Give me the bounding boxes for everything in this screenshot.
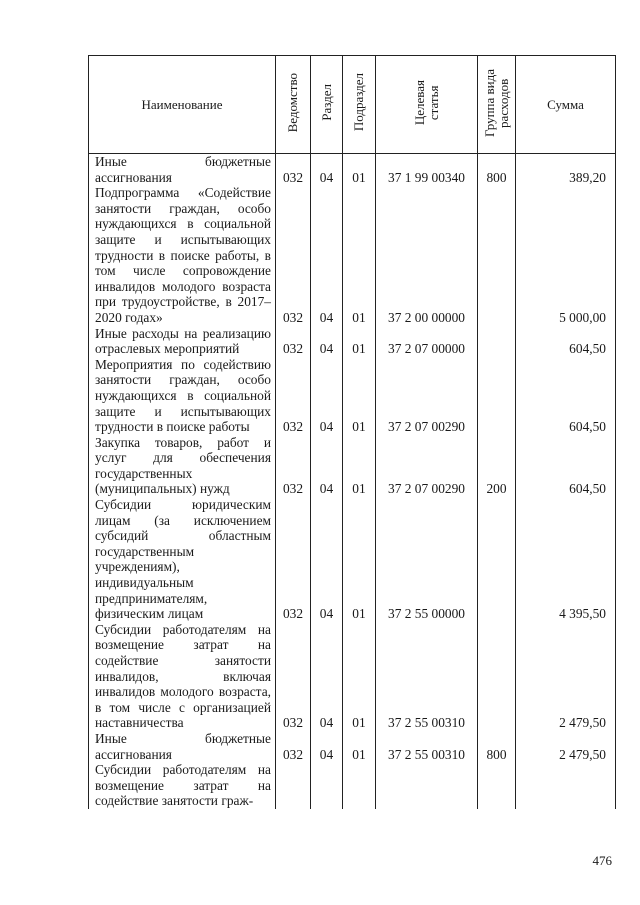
cell-gruppa	[478, 326, 516, 357]
cell-name: Иные бюджетные ассигнования	[89, 731, 276, 762]
cell-vedomstvo	[276, 762, 311, 809]
table-row	[89, 497, 616, 622]
header-razdel: Раздел	[311, 56, 343, 154]
cell-razdel	[311, 762, 343, 809]
cell-summa: 604,50	[516, 357, 616, 435]
table-row	[89, 762, 616, 809]
cell-celevaya	[376, 762, 478, 809]
cell-gruppa	[478, 185, 516, 325]
cell-gruppa: 800	[478, 731, 516, 762]
cell-vedomstvo: 032	[276, 731, 311, 762]
cell-razdel: 04	[311, 731, 343, 762]
table-body	[89, 154, 616, 809]
header-summa: Сумма	[516, 56, 616, 154]
page-number: 476	[592, 853, 612, 868]
table-row	[89, 326, 616, 357]
table-row	[89, 154, 616, 186]
table-row	[89, 185, 616, 325]
table-row	[89, 435, 616, 497]
cell-celevaya: 37 2 07 00000	[376, 326, 478, 357]
cell-podrazdel: 01	[343, 154, 376, 186]
header-vedomstvo: Ведомство	[276, 56, 311, 154]
cell-podrazdel: 01	[343, 357, 376, 435]
table-row	[89, 357, 616, 435]
cell-name: Иные бюджетные ассигнования	[89, 154, 276, 186]
cell-podrazdel: 01	[343, 497, 376, 622]
cell-podrazdel: 01	[343, 326, 376, 357]
cell-name: Субсидии работодателям на возмещение затрат на содействие занятости граж-	[89, 762, 276, 809]
cell-razdel: 04	[311, 326, 343, 357]
header-gruppa: Группа вида расходов	[478, 56, 516, 154]
cell-celevaya: 37 2 55 00310	[376, 731, 478, 762]
cell-gruppa	[478, 497, 516, 622]
table-row	[89, 622, 616, 731]
cell-summa	[516, 762, 616, 809]
cell-summa: 5 000,00	[516, 185, 616, 325]
cell-name: Иные расходы на реализацию отраслевых мероприятий	[89, 326, 276, 357]
cell-gruppa	[478, 357, 516, 435]
cell-razdel: 04	[311, 497, 343, 622]
cell-podrazdel: 01	[343, 185, 376, 325]
cell-razdel: 04	[311, 435, 343, 497]
cell-podrazdel: 01	[343, 435, 376, 497]
cell-name: Субсидии работодателям на возмещение затрат на содействие занятости инвалидов, включая инвалидов молодого возраста, в том числе с организацией наставничества	[89, 622, 276, 731]
cell-vedomstvo: 032	[276, 622, 311, 731]
cell-celevaya: 37 2 07 00290	[376, 435, 478, 497]
cell-vedomstvo: 032	[276, 357, 311, 435]
cell-gruppa	[478, 622, 516, 731]
cell-podrazdel: 01	[343, 731, 376, 762]
cell-celevaya: 37 2 55 00310	[376, 622, 478, 731]
cell-razdel: 04	[311, 185, 343, 325]
cell-name: Мероприятия по содействию занятости граждан, особо нуждающихся в социальной защите и испытывающих трудности в поиске работы	[89, 357, 276, 435]
cell-razdel: 04	[311, 357, 343, 435]
cell-celevaya: 37 1 99 00340	[376, 154, 478, 186]
cell-name: Закупка товаров, работ и услуг для обеспечения государственных (муниципальных) нужд	[89, 435, 276, 497]
header-name: Наименование	[89, 56, 276, 154]
cell-name: Подпрограмма «Содействие занятости граждан, особо нуждающихся в социальной защите и испытывающих трудности в поиске работы, в том числе сопровождение инвалидов молодого возраста при трудоустройстве, в 2017–2020 годах»	[89, 185, 276, 325]
cell-summa: 604,50	[516, 326, 616, 357]
header-podrazdel: Подраздел	[343, 56, 376, 154]
cell-gruppa: 200	[478, 435, 516, 497]
cell-summa: 604,50	[516, 435, 616, 497]
cell-celevaya: 37 2 00 00000	[376, 185, 478, 325]
cell-vedomstvo: 032	[276, 185, 311, 325]
cell-summa: 2 479,50	[516, 731, 616, 762]
cell-razdel: 04	[311, 622, 343, 731]
header-celevaya: Целевая статья	[376, 56, 478, 154]
cell-podrazdel: 01	[343, 622, 376, 731]
table-header-row	[89, 56, 616, 154]
cell-vedomstvo: 032	[276, 154, 311, 186]
cell-summa: 2 479,50	[516, 622, 616, 731]
cell-name: Субсидии юридическим лицам (за исключением субсидий областным государственным учреждениям), индивидуальным предпринимателям, физическим лицам	[89, 497, 276, 622]
cell-podrazdel	[343, 762, 376, 809]
table-row	[89, 731, 616, 762]
cell-celevaya: 37 2 07 00290	[376, 357, 478, 435]
cell-vedomstvo: 032	[276, 326, 311, 357]
cell-gruppa: 800	[478, 154, 516, 186]
cell-celevaya: 37 2 55 00000	[376, 497, 478, 622]
budget-table	[88, 55, 616, 809]
cell-vedomstvo: 032	[276, 435, 311, 497]
cell-gruppa	[478, 762, 516, 809]
cell-summa: 4 395,50	[516, 497, 616, 622]
cell-summa: 389,20	[516, 154, 616, 186]
cell-razdel: 04	[311, 154, 343, 186]
cell-vedomstvo: 032	[276, 497, 311, 622]
